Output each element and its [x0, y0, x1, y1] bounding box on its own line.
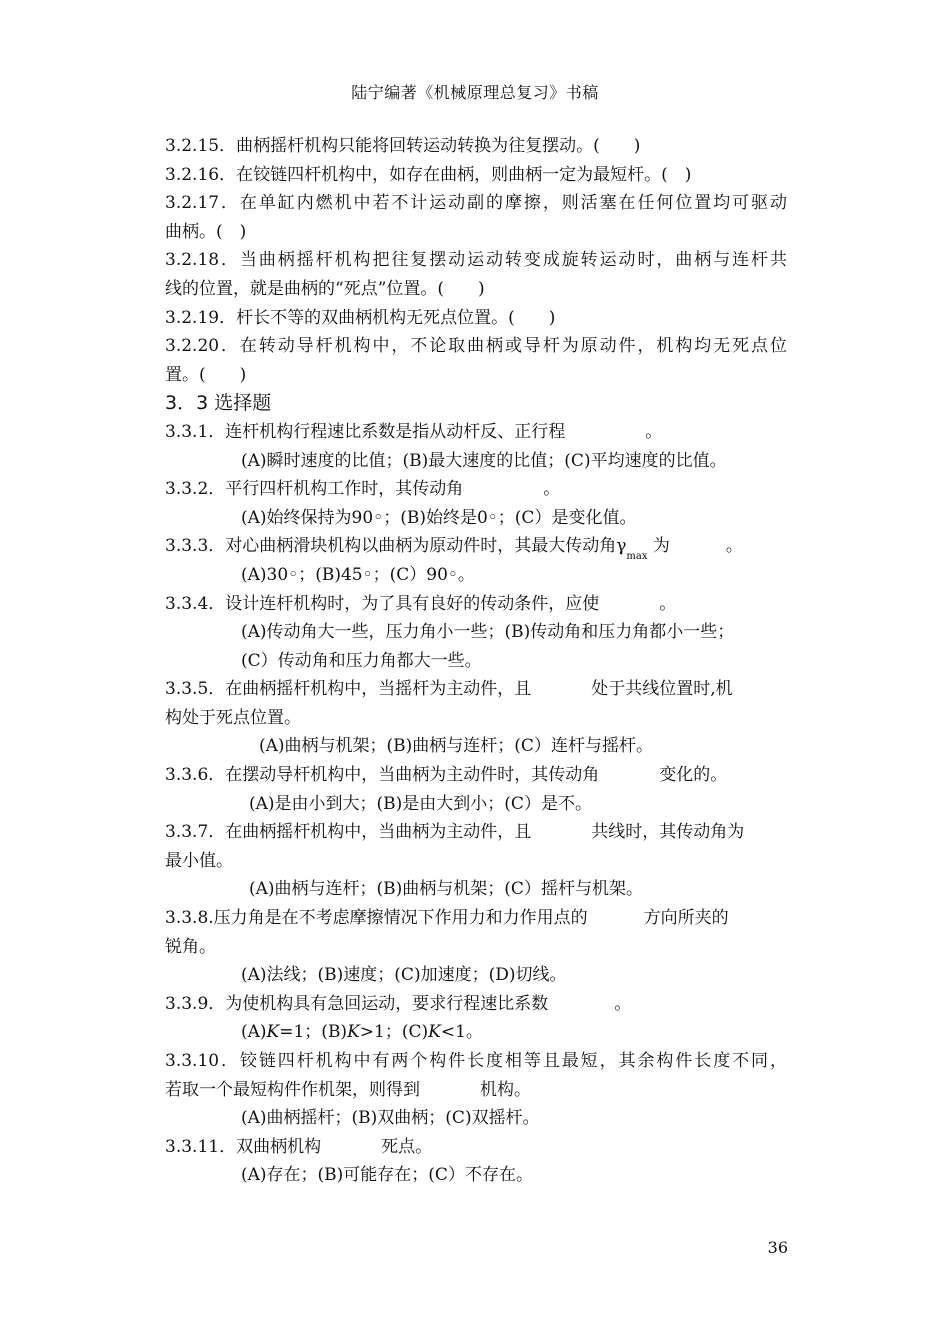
question-text-end: 处于共线位置时,机 — [591, 679, 733, 700]
question-3-3-6 — [165, 761, 787, 790]
options-3-3-6: (A)是由小到大；(B)是由大到小；(C）是不。 — [249, 793, 592, 814]
variable-k: K — [266, 1022, 280, 1043]
question-3-3-8 — [165, 904, 787, 933]
question-3-3-7 — [165, 818, 787, 847]
question-text-end: 。 — [645, 421, 663, 442]
question-text-end: 共线时，其传动角为 — [591, 822, 745, 843]
question-text-end: 。 — [543, 479, 561, 500]
option-part: >1；(C) — [359, 1022, 429, 1043]
page-content — [165, 132, 787, 1190]
options-3-3-7: (A)曲柄与连杆；(B)曲柄与机架；(C）摇杆与机架。 — [249, 879, 643, 900]
page-header: 陆宁编著《机械原理总复习》书稿 — [351, 83, 599, 102]
question-text: 3.3.6．在摆动导杆机构中，当曲柄为主动件时，其传动角 — [165, 765, 600, 786]
question-text-end: 。 — [725, 536, 743, 557]
question-3-3-10-line2 — [165, 1076, 787, 1105]
question-3-2-19: 3.2.19．杆长不等的双曲柄机构无死点位置。( ) — [165, 307, 556, 328]
question-text: 3.3.1．连杆机构行程速比系数是指从动杆反、正行程 — [165, 421, 566, 442]
question-text: 3.3.9．为使机构具有急回运动，要求行程速比系数 — [165, 993, 549, 1014]
question-text-mid: 为 — [647, 536, 670, 557]
question-text: 3.3.2．平行四杆机构工作时，其传动角 — [165, 479, 464, 500]
options-3-3-9 — [165, 1018, 787, 1047]
question-text-end: 。 — [659, 593, 677, 614]
options-3-3-1: (A)瞬时速度的比值；(B)最大速度的比值；(C)平均速度的比值。 — [241, 450, 727, 471]
question-3-2-16: 3.2.16．在铰链四杆机构中，如存在曲柄，则曲柄一定为最短杆。( ) — [165, 164, 692, 185]
question-3-3-5-line2: 构处于死点位置。 — [165, 707, 301, 728]
options-3-3-4-line1: (A)传动角大一些，压力角小一些；(B)传动角和压力角都小一些； — [241, 622, 735, 643]
question-text: 3.3.8.压力角是在不考虑摩擦情况下作用力和力作用点的 — [165, 908, 588, 929]
question-3-3-8-line2: 锐角。 — [165, 936, 216, 957]
question-text-end: 死点。 — [381, 1136, 433, 1157]
question-3-3-11 — [165, 1133, 787, 1162]
option-part: (A) — [241, 1022, 267, 1043]
question-3-2-20-line2: 置。( ) — [165, 364, 247, 385]
options-3-3-5: (A)曲柄与机架；(B)曲柄与连杆；(C）连杆与摇杆。 — [259, 736, 653, 757]
options-3-3-11: (A)存在；(B)可能存在；(C）不存在。 — [241, 1165, 533, 1186]
question-3-2-20-line1: 3.2.20．在转动导杆机构中，不论取曲柄或导杆为原动件，机构均无死点位 — [165, 336, 787, 357]
options-3-3-2: (A)始终保持为90◦；(B)始终是0◦；(C）是变化值。 — [241, 507, 637, 528]
page-number: 36 — [767, 1238, 788, 1257]
question-3-3-4 — [165, 590, 787, 619]
question-3-3-1 — [165, 418, 787, 447]
option-part: =1；(B) — [279, 1022, 348, 1043]
question-3-3-5 — [165, 675, 787, 704]
question-3-2-18-line2: 线的位置，就是曲柄的“死点”位置。( ) — [165, 278, 485, 299]
question-text-end: 。 — [614, 993, 632, 1014]
options-3-3-8: (A)法线；(B)速度；(C)加速度；(D)切线。 — [241, 965, 567, 986]
question-text: 3.3.5．在曲柄摇杆机构中，当摇杆为主动件，且 — [165, 679, 532, 700]
question-3-2-17-line1: 3.2.17．在单缸内燃机中若不计运动副的摩擦，则活塞在任何位置均可驱动 — [165, 193, 787, 214]
question-3-3-7-line2: 最小值。 — [165, 850, 233, 871]
question-text: 3.3.4．设计连杆机构时，为了具有良好的传动条件，应使 — [165, 593, 600, 614]
question-3-3-9 — [165, 990, 787, 1019]
question-text: 3.3.3．对心曲柄滑块机构以曲柄为原动件时，其最大传动角γ — [165, 536, 627, 557]
question-text-end: 变化的。 — [659, 765, 728, 786]
section-heading: 3．3 选择题 — [165, 392, 272, 415]
question-3-3-10: 3.3.10．铰链四杆机构中有两个构件长度相等且最短，其余构件长度不同， — [165, 1051, 787, 1071]
question-3-2-15: 3.2.15．曲柄摇杆机构只能将回转运动转换为往复摆动。( ) — [165, 136, 641, 156]
question-3-3-2 — [165, 475, 787, 504]
subscript-max: max — [626, 551, 648, 563]
question-text-end: 方向所夹的 — [643, 908, 729, 929]
question-text: 3.3.11．双曲柄机构 — [165, 1136, 322, 1157]
question-3-2-18-line1: 3.2.18．当曲柄摇杆机构把往复摆动运动转变成旋转运动时，曲柄与连杆共 — [165, 250, 787, 271]
question-3-3-3 — [165, 532, 787, 561]
question-3-2-17-line2: 曲柄。( ) — [165, 221, 247, 242]
variable-k: K — [428, 1022, 441, 1043]
question-text: 若取一个最短构件作机架，则得到 — [165, 1079, 420, 1100]
option-part: <1。 — [440, 1022, 483, 1043]
options-3-3-3: (A)30◦；(B)45◦；(C）90◦。 — [241, 564, 475, 585]
options-3-3-4-line2: (C）传动角和压力角都大一些。 — [241, 650, 482, 671]
variable-k: K — [347, 1022, 360, 1043]
options-3-3-10: (A)曲柄摇杆；(B)双曲柄；(C)双摇杆。 — [241, 1108, 540, 1129]
question-text-end: 机构。 — [480, 1079, 531, 1100]
question-text: 3.3.7．在曲柄摇杆机构中，当曲柄为主动件，且 — [165, 822, 532, 843]
